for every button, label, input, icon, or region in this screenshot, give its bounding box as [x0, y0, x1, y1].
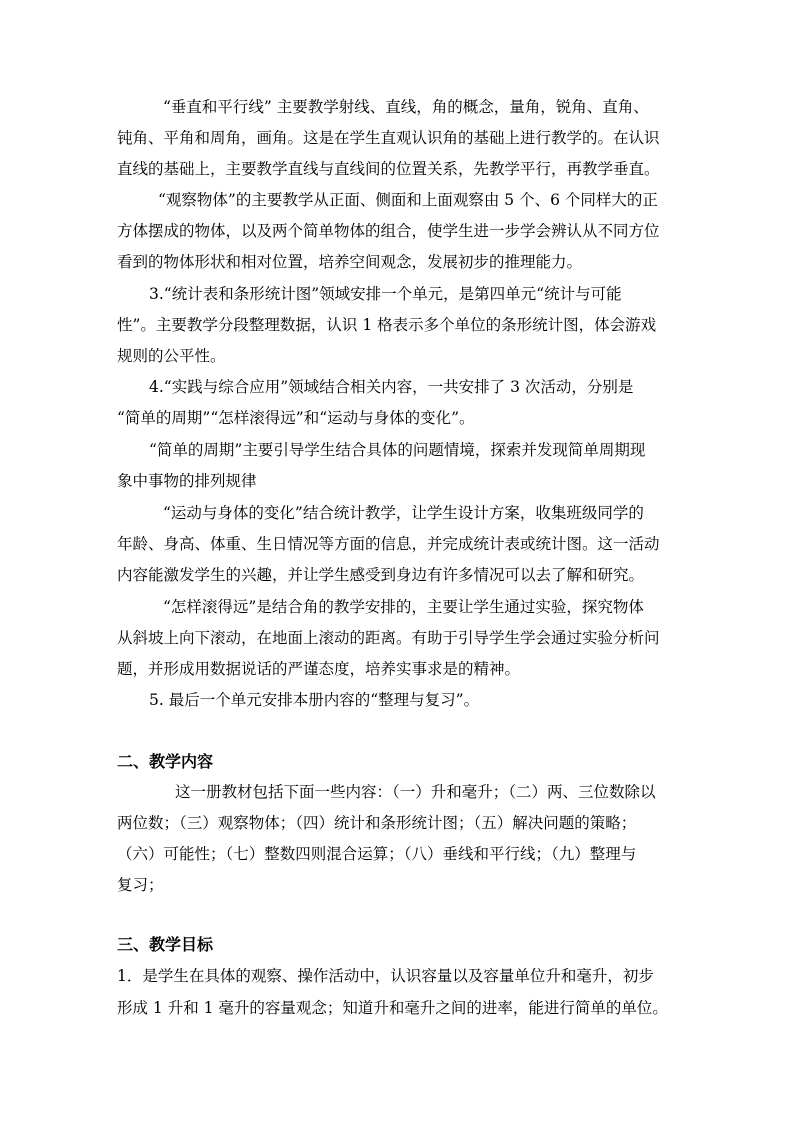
paragraph-line: “垂直和平行线” 主要教学射线、直线，角的概念，量角，锐角、直角、 [163, 98, 649, 116]
paragraph-line: “简单的周期”主要引导学生结合具体的问题情境，探索并发现简单周期现 [149, 441, 646, 459]
paragraph-line: 4.“实践与综合应用”领域结合相关内容，一共安排了 3 次活动，分别是 [149, 378, 634, 396]
section-heading: 二、教学内容 [117, 752, 214, 771]
paragraph-line: 钝角、平角和周角，画角。这是在学生直观认识角的基础上进行教学的。在认识 [117, 129, 660, 147]
paragraph-line: 规则的公平性。 [117, 347, 226, 365]
paragraph-line: 方体摆成的物体，以及两个简单物体的组合，使学生进一步学会辨认从不同方位 [117, 222, 660, 240]
paragraph-line: “观察物体”的主要教学从正面、侧面和上面观察由 5 个、6 个同样大的正 [158, 191, 658, 209]
paragraph-line: 直线的基础上，主要教学直线与直线间的位置关系，先教学平行，再教学垂直。 [117, 160, 660, 178]
paragraph-line: “怎样滚得远”是结合角的教学安排的，主要让学生通过实验，探究物体 [163, 598, 644, 616]
paragraph-line: 两位数；（三）观察物体；（四）统计和条形统计图；（五）解决问题的策略； [117, 814, 637, 832]
paragraph-line: “简单的周期”“怎样滚得远”和“运动与身体的变化”。 [117, 409, 475, 427]
paragraph-line: 这一册教材包括下面一些内容：（一）升和毫升；（二）两、三位数除以 [175, 783, 656, 801]
paragraph-line: 复习； [117, 876, 164, 894]
paragraph-line: 性”。主要教学分段整理数据，认识 1 格表示多个单位的条形统计图，体会游戏 [117, 316, 657, 334]
paragraph-line: 象中事物的排列规律 [117, 472, 257, 490]
paragraph-line: 题，并形成用数据说话的严谨态度，培养实事求是的精神。 [117, 660, 521, 678]
paragraph-line: （六）可能性；（七）整数四则混合运算；（八）垂线和平行线；（九）整理与 [117, 845, 637, 863]
paragraph-line: 看到的物体形状和相对位置，培养空间观念，发展初步的推理能力。 [117, 253, 583, 271]
paragraph-line: 1．是学生在具体的观察、操作活动中，认识容量以及容量单位升和毫升，初步 [117, 967, 654, 985]
paragraph-line: 年龄、身高、体重、生日情况等方面的信息，并完成统计表或统计图。这一活动 [117, 535, 660, 553]
paragraph-line: “运动与身体的变化”结合统计教学，让学生设计方案，收集班级同学的 [163, 504, 644, 522]
paragraph-line: 内容能激发学生的兴趣，并让学生感受到身边有许多情况可以去了解和研究。 [117, 566, 645, 584]
section-heading: 三、教学目标 [117, 935, 214, 954]
paragraph-line: 5. 最后一个单元安排本册内容的“整理与复习”。 [149, 691, 480, 709]
paragraph-line: 形成 1 升和 1 毫升的容量观念；知道升和毫升之间的进率，能进行简单的单位。 [117, 999, 668, 1017]
paragraph-line: 从斜坡上向下滚动，在地面上滚动的距离。有助于引导学生学会通过实验分析问 [117, 629, 660, 647]
paragraph-line: 3.“统计表和条形统计图”领域安排一个单元，是第四单元“统计与可能 [149, 285, 622, 303]
